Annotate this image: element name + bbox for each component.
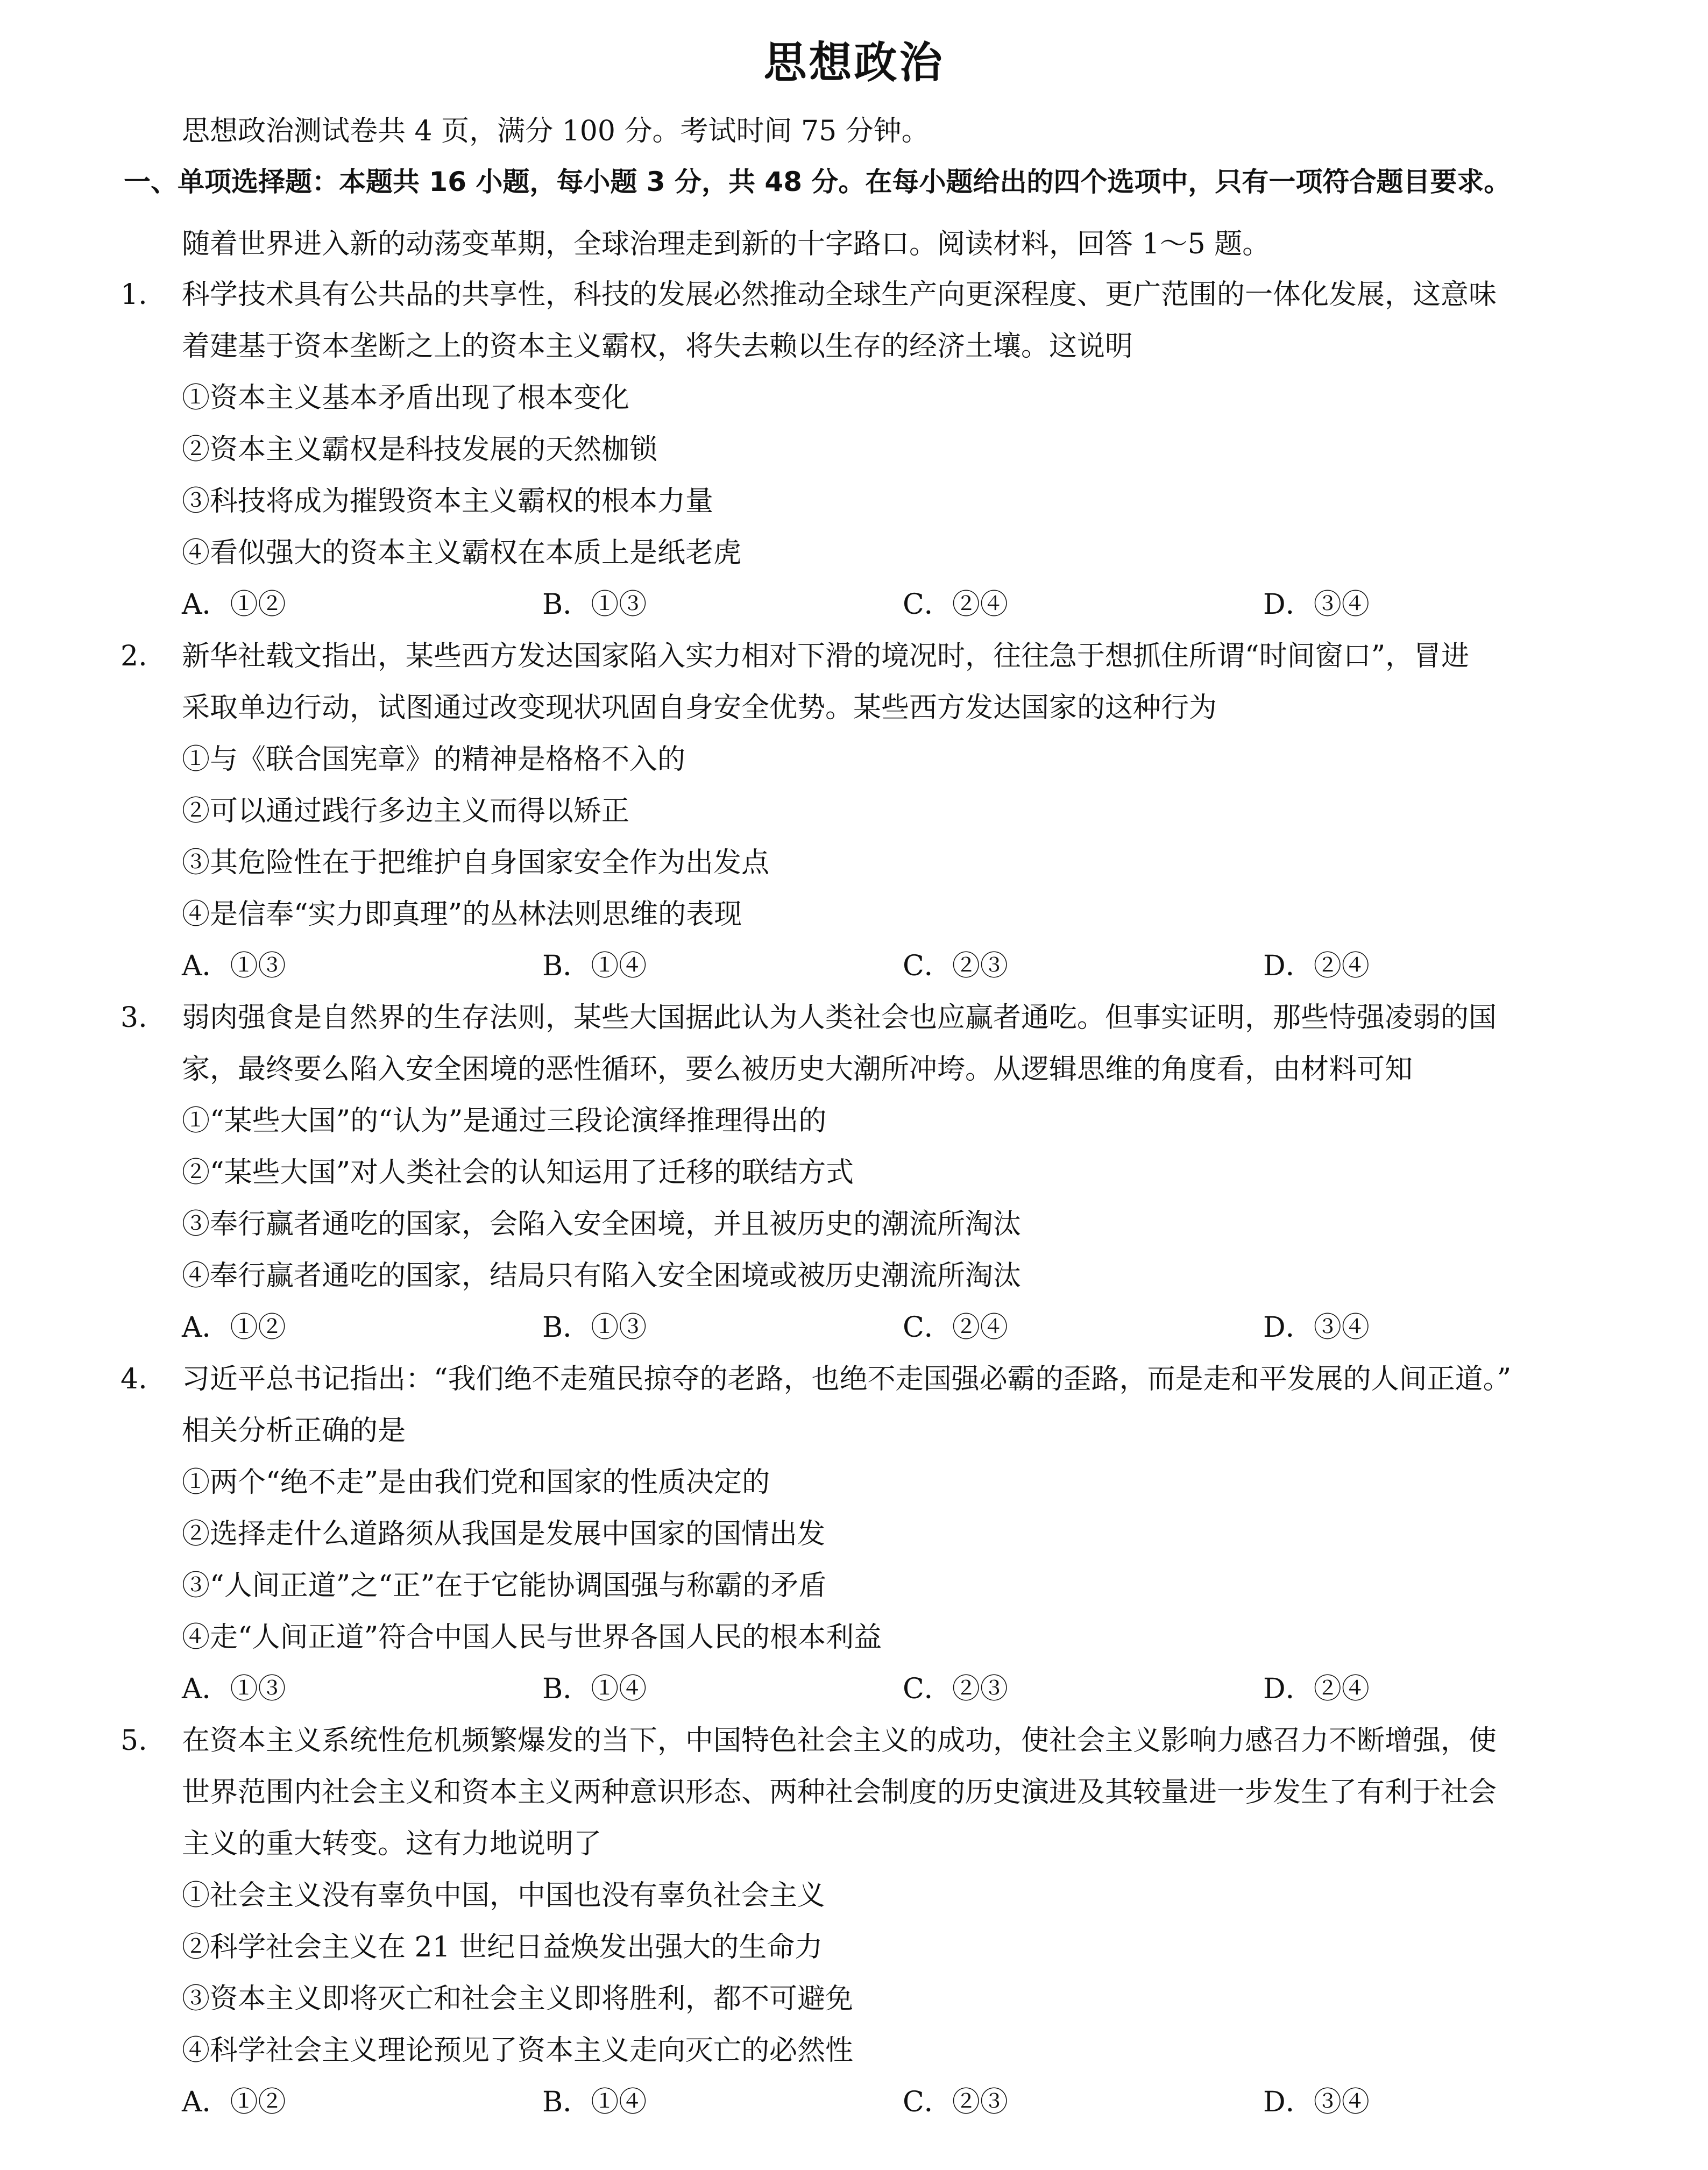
statement-item: ②科学社会主义在 21 世纪日益焕发出强大的生命力 <box>182 1931 823 1963</box>
question-stem-line: 相关分析正确的是 <box>182 1415 406 1447</box>
question-stem-line: 习近平总书记指出：“我们绝不走殖民掠夺的老路，也绝不走国强必霸的歪路，而是走和平发展的人间正道。” <box>182 1363 1512 1395</box>
statement-item: ①资本主义基本矛盾出现了根本变化 <box>182 382 630 414</box>
statement-item: ④科学社会主义理论预见了资本主义走向灭亡的必然性 <box>182 2034 854 2067</box>
statement-item: ①与《联合国宪章》的精神是格格不入的 <box>182 743 686 776</box>
question-stem-line: 新华社载文指出，某些西方发达国家陷入实力相对下滑的境况时，往往急于想抓住所谓“时间窗口”，冒进 <box>182 640 1470 672</box>
answer-choice: A．①② <box>182 1311 286 1344</box>
answer-choice: D．③④ <box>1263 1311 1370 1344</box>
answer-choice: A．①② <box>182 588 286 621</box>
answer-choice: A．①③ <box>182 1673 286 1705</box>
exam-intro: 思想政治测试卷共 4 页，满分 100 分。考试时间 75 分钟。 <box>182 115 930 147</box>
statement-item: ④走“人间正道”符合中国人民与世界各国人民的根本利益 <box>182 1621 882 1654</box>
answer-choice: A．①③ <box>182 950 286 982</box>
answer-choice: D．②④ <box>1263 950 1370 982</box>
question-number: 5. <box>121 1725 147 1757</box>
statement-item: ②可以通过践行多边主义而得以矫正 <box>182 795 630 827</box>
statement-item: ①“某些大国”的“认为”是通过三段论演绎推理得出的 <box>182 1105 827 1137</box>
question-stem-line: 科学技术具有公共品的共享性，科技的发展必然推动全球生产向更深程度、更广范围的一体化发展，这意味 <box>182 279 1497 311</box>
answer-choice: B．①③ <box>542 588 647 621</box>
statement-item: ②资本主义霸权是科技发展的天然枷锁 <box>182 434 658 466</box>
answer-choice: D．②④ <box>1263 1673 1370 1705</box>
question-stem-line: 采取单边行动，试图通过改变现状巩固自身安全优势。某些西方发达国家的这种行为 <box>182 692 1217 724</box>
material-intro: 随着世界进入新的动荡变革期，全球治理走到新的十字路口。阅读材料，回答 1～5 题。 <box>182 228 1271 260</box>
answer-choice: C．②④ <box>903 588 1008 621</box>
statement-item: ④是信奉“实力即真理”的丛林法则思维的表现 <box>182 898 742 931</box>
statement-item: ④看似强大的资本主义霸权在本质上是纸老虎 <box>182 537 742 569</box>
answer-choice: B．①④ <box>542 950 647 982</box>
question-number: 2. <box>121 640 147 672</box>
statement-item: ③“人间正道”之“正”在于它能协调国强与称霸的矛盾 <box>182 1570 827 1602</box>
statement-item: ③资本主义即将灭亡和社会主义即将胜利，都不可避免 <box>182 1983 854 2015</box>
question-stem-line: 弱肉强食是自然界的生存法则，某些大国据此认为人类社会也应赢者通吃。但事实证明，那些恃强凌弱的国 <box>182 1002 1497 1034</box>
answer-choice: B．①④ <box>542 1673 647 1705</box>
statement-item: ①社会主义没有辜负中国，中国也没有辜负社会主义 <box>182 1880 826 1912</box>
question-stem-line: 着建基于资本垄断之上的资本主义霸权，将失去赖以生存的经济土壤。这说明 <box>182 330 1133 363</box>
statement-item: ②“某些大国”对人类社会的认知运用了迁移的联结方式 <box>182 1157 854 1189</box>
answer-choice: C．②③ <box>903 950 1008 982</box>
question-stem-line: 在资本主义系统性危机频繁爆发的当下，中国特色社会主义的成功，使社会主义影响力感召力不断增强，使 <box>182 1725 1497 1757</box>
answer-choice: B．①④ <box>542 2086 647 2118</box>
answer-choice: D．③④ <box>1263 588 1370 621</box>
answer-choice: C．②③ <box>903 1673 1008 1705</box>
question-stem-line: 世界范围内社会主义和资本主义两种意识形态、两种社会制度的历史演进及其较量进一步发生了有利于社会 <box>182 1776 1497 1809</box>
statement-item: ②选择走什么道路须从我国是发展中国家的国情出发 <box>182 1518 826 1550</box>
answer-choice: C．②④ <box>903 1311 1008 1344</box>
question-number: 4. <box>121 1363 147 1395</box>
statement-item: ④奉行赢者通吃的国家，结局只有陷入安全困境或被历史潮流所淘汰 <box>182 1260 1022 1292</box>
answer-choice: A．①② <box>182 2086 286 2118</box>
question-stem-line: 主义的重大转变。这有力地说明了 <box>182 1828 602 1860</box>
statement-item: ③奉行赢者通吃的国家，会陷入安全困境，并且被历史的潮流所淘汰 <box>182 1208 1022 1240</box>
statement-item: ③科技将成为摧毁资本主义霸权的根本力量 <box>182 485 714 517</box>
answer-choice: C．②③ <box>903 2086 1008 2118</box>
statement-item: ①两个“绝不走”是由我们党和国家的性质决定的 <box>182 1466 770 1499</box>
question-stem-line: 家，最终要么陷入安全困境的恶性循环，要么被历史大潮所冲垮。从逻辑思维的角度看，由材料可知 <box>182 1053 1413 1086</box>
section-heading: 一、单项选择题：本题共 16 小题，每小题 3 分，共 48 分。在每小题给出的四个选项中，只有一项符合题目要求。 <box>124 166 1511 197</box>
answer-choice: B．①③ <box>542 1311 647 1344</box>
question-number: 1. <box>121 279 147 311</box>
page-title: 思想政治 <box>763 38 945 88</box>
question-number: 3. <box>121 1002 147 1034</box>
statement-item: ③其危险性在于把维护自身国家安全作为出发点 <box>182 847 770 879</box>
answer-choice: D．③④ <box>1263 2086 1370 2118</box>
